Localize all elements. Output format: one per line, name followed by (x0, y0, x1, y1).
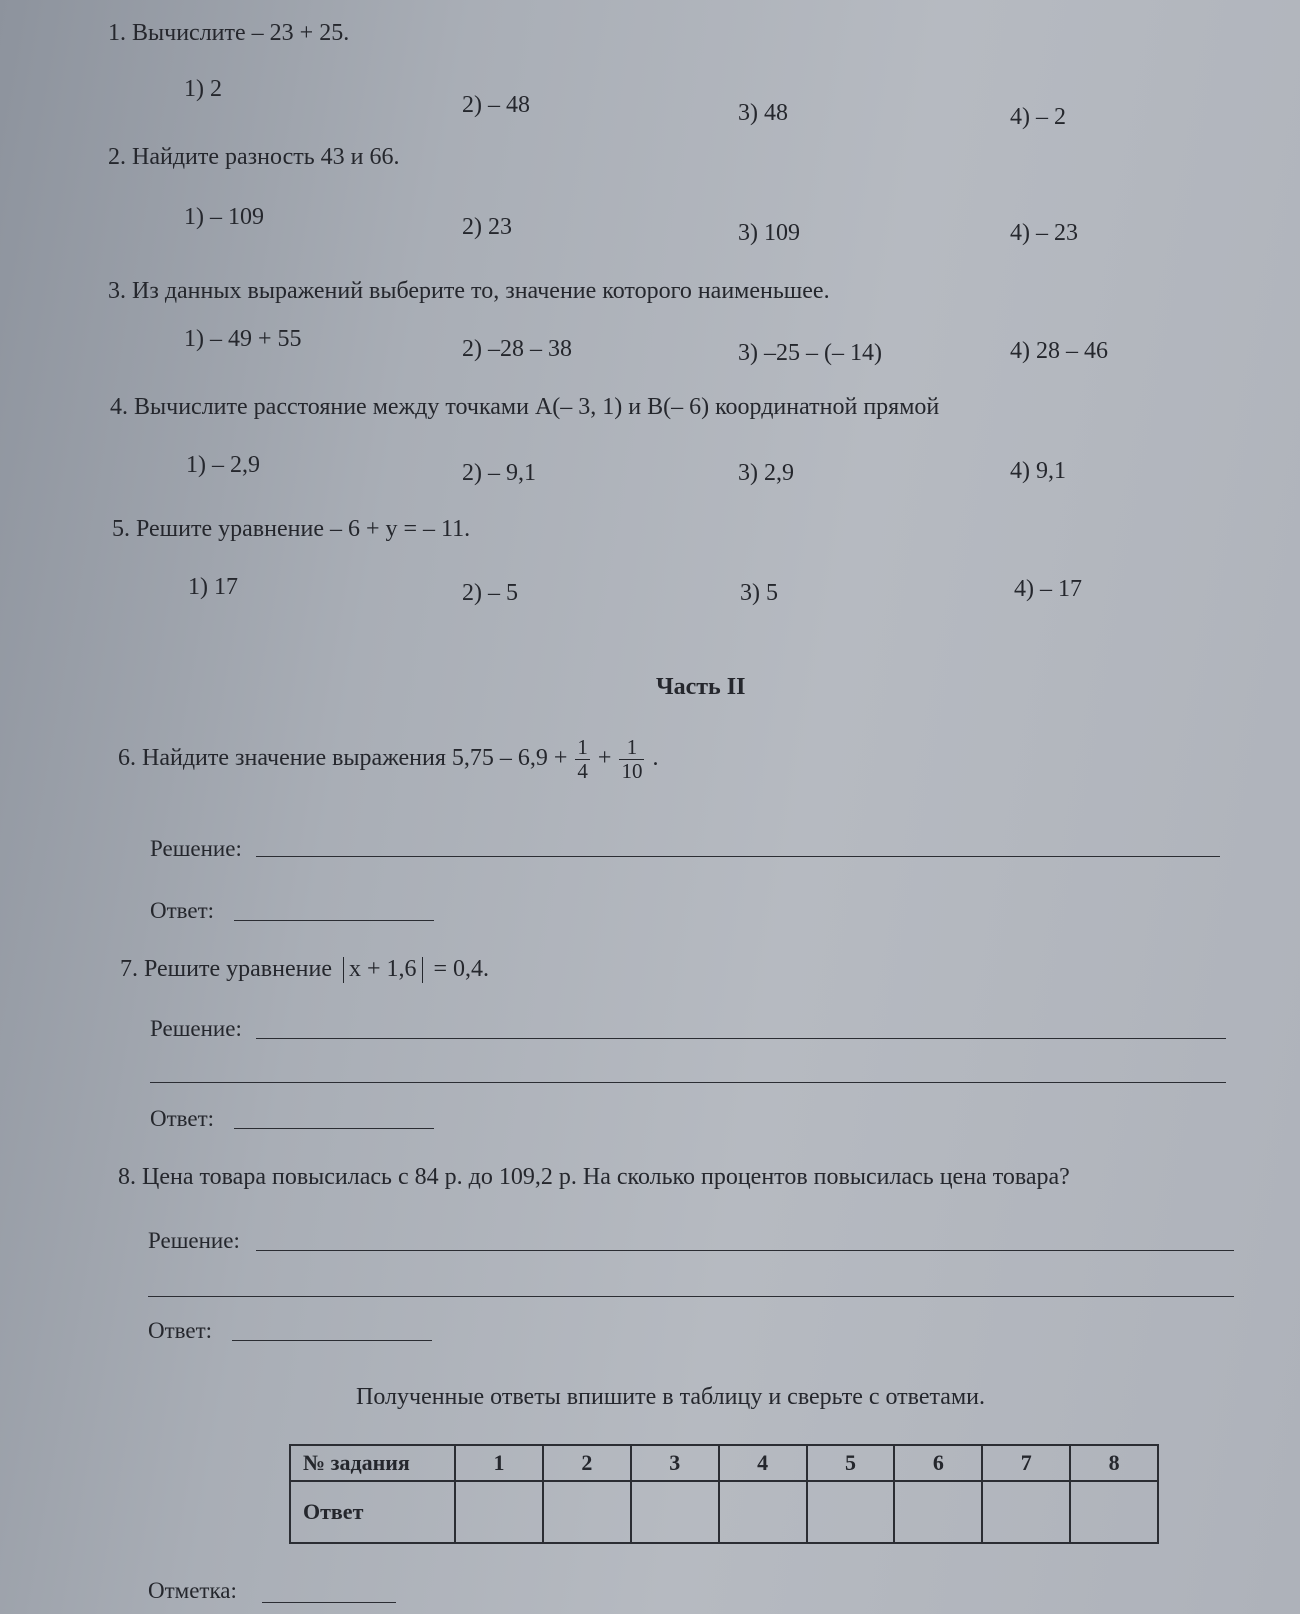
question-7-title (120, 956, 489, 983)
question-2-option-3: 3) 109 (738, 220, 800, 246)
fraction-one-quarter (575, 736, 590, 783)
question-6-title (118, 736, 658, 783)
question-8-solution-label: Решение: (148, 1228, 240, 1253)
answer-cell[interactable] (894, 1481, 982, 1543)
answer-cell[interactable] (455, 1481, 543, 1543)
question-6-solution-label: Решение: (150, 836, 242, 861)
question-3-option-4: 4) 28 – 46 (1010, 338, 1108, 364)
question-7-solution-line-1[interactable] (256, 1038, 1226, 1039)
question-5-option-3: 3) 5 (740, 580, 778, 606)
question-6-prefix: 6. Найдите значение выражения 5,75 – 6,9 + (118, 745, 568, 772)
question-7-prefix: 7. Решите уравнение (120, 956, 332, 982)
question-7-suffix: = 0,4. (433, 956, 490, 982)
question-2-option-1: 1) – 109 (184, 204, 264, 230)
question-5-option-4: 4) – 17 (1014, 576, 1082, 602)
abs-bar-right (422, 957, 423, 983)
question-6-suffix: . (652, 745, 659, 772)
task-number-cell: 1 (455, 1445, 543, 1481)
question-7-solution-line-2[interactable] (150, 1082, 1226, 1083)
task-number-cell: 4 (719, 1445, 807, 1481)
answer-cell[interactable] (807, 1481, 895, 1543)
question-1-option-2: 2) – 48 (462, 92, 530, 118)
answer-cell[interactable] (1070, 1481, 1158, 1543)
fraction-1-denominator: 4 (577, 759, 588, 784)
question-1-option-4: 4) – 2 (1010, 104, 1066, 130)
task-number-cell: 8 (1070, 1445, 1158, 1481)
answer-cell[interactable] (982, 1481, 1070, 1543)
answer-cell[interactable] (719, 1481, 807, 1543)
question-6-solution-line[interactable] (256, 856, 1220, 857)
question-3-option-2: 2) –28 – 38 (462, 336, 572, 362)
answers-table-answer-row (290, 1481, 1158, 1543)
fraction-2-denominator: 10 (621, 759, 643, 784)
question-7-abs-inner: x + 1,6 (348, 956, 417, 982)
question-8-answer-label: Ответ: (148, 1318, 213, 1343)
question-1-option-1: 1) 2 (184, 76, 222, 102)
grade-line[interactable] (262, 1602, 396, 1603)
question-8-answer-line[interactable] (232, 1340, 432, 1341)
question-8-solution-line-1[interactable] (256, 1250, 1234, 1251)
answers-table (289, 1444, 1159, 1544)
question-4-option-3: 3) 2,9 (738, 460, 794, 486)
table-instruction: Полученные ответы впишите в таблицу и сверьте с ответами. (356, 1384, 985, 1410)
question-8-solution-line-2[interactable] (148, 1296, 1234, 1297)
task-number-cell: 7 (982, 1445, 1070, 1481)
answer-row-header: Ответ (290, 1481, 455, 1543)
answer-cell[interactable] (543, 1481, 631, 1543)
question-1-option-3: 3) 48 (738, 100, 788, 126)
question-6-plus: + (597, 745, 612, 772)
question-6-answer-label: Ответ: (150, 898, 215, 923)
task-number-cell: 6 (894, 1445, 982, 1481)
question-2-option-2: 2) 23 (462, 214, 512, 240)
fraction-one-tenth (619, 736, 644, 783)
question-1-title: 1. Вычислите – 23 + 25. (108, 20, 350, 46)
question-5-option-1: 1) 17 (188, 574, 238, 600)
question-2-title: 2. Найдите разность 43 и 66. (108, 144, 400, 170)
question-4-option-1: 1) – 2,9 (186, 452, 260, 478)
question-3-title: 3. Из данных выражений выберите то, значение которого наименьшее. (108, 278, 830, 304)
question-7-solution-label: Решение: (150, 1016, 242, 1041)
question-4-title: 4. Вычислите расстояние между точками A(– 3, 1) и B(– 6) координатной прямой (110, 394, 940, 420)
task-number-cell: 2 (543, 1445, 631, 1481)
grade-label: Отметка: (148, 1578, 237, 1603)
question-7-answer-line[interactable] (234, 1128, 434, 1129)
question-8-title: 8. Цена товара повысилась с 84 р. до 109,2 р. На сколько процентов повысилась цена товара? (118, 1164, 1070, 1190)
question-3-option-3: 3) –25 – (– 14) (738, 340, 882, 366)
question-5-option-2: 2) – 5 (462, 580, 518, 606)
question-4-option-2: 2) – 9,1 (462, 460, 536, 486)
abs-bar-left (343, 957, 344, 983)
question-6-answer-line[interactable] (234, 920, 434, 921)
question-5-title: 5. Решите уравнение – 6 + y = – 11. (112, 516, 471, 542)
question-2-option-4: 4) – 23 (1010, 220, 1078, 246)
task-number-header: № задания (290, 1445, 455, 1481)
part-2-heading: Часть II (656, 674, 746, 700)
task-number-cell: 3 (631, 1445, 719, 1481)
question-3-option-1: 1) – 49 + 55 (184, 326, 302, 352)
fraction-1-numerator: 1 (577, 735, 588, 759)
answers-table-header-row (290, 1445, 1158, 1481)
question-4-option-4: 4) 9,1 (1010, 458, 1066, 484)
fraction-2-numerator: 1 (619, 736, 644, 760)
question-7-answer-label: Ответ: (150, 1106, 215, 1131)
answer-cell[interactable] (631, 1481, 719, 1543)
task-number-cell: 5 (807, 1445, 895, 1481)
